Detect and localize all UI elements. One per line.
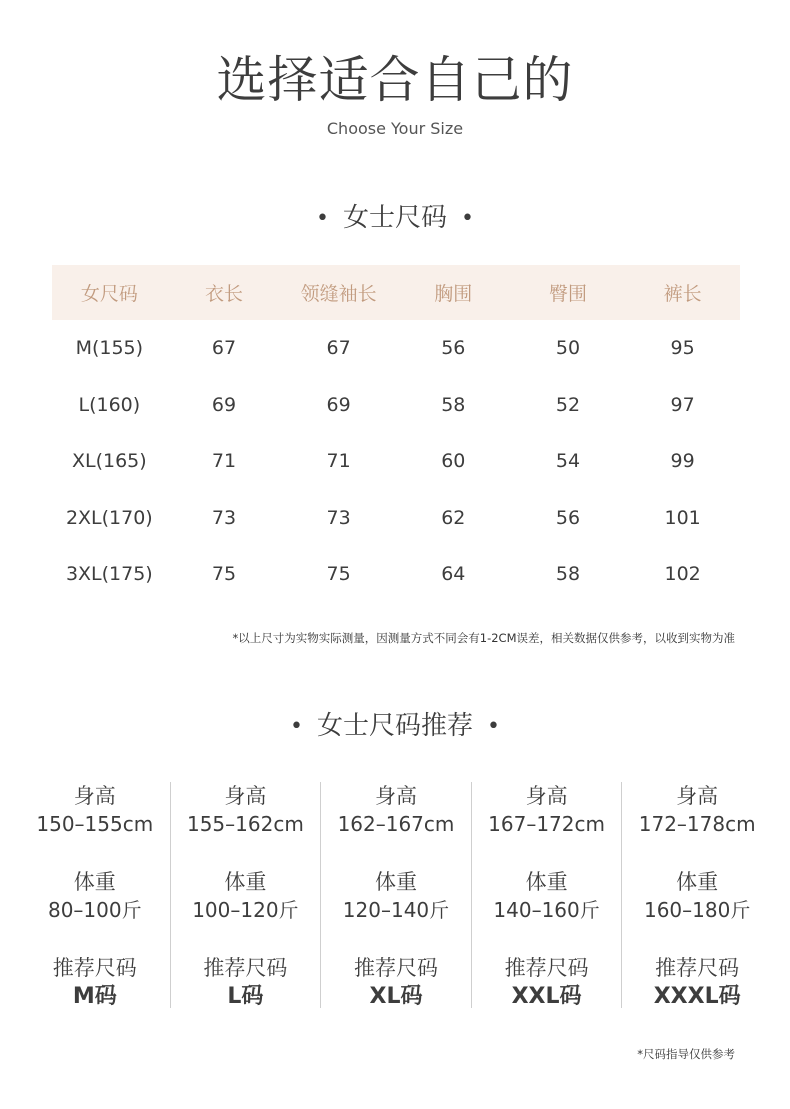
recommended-size: XXXL码 [653,984,741,1009]
height-label: 身高 [525,784,568,808]
table-cell: 71 [211,450,237,473]
column-header-pants-length: 裤长 [625,265,740,320]
table-cell: 101 [664,506,701,529]
table-row [52,546,740,603]
recommend-label: 推荐尺码 [52,956,137,980]
column-header-length: 衣长 [167,265,282,320]
table-cell: 2XL(170) [65,506,153,529]
height-label: 身高 [676,784,719,808]
weight-label: 体重 [374,870,417,894]
measurement-note: *以上尺寸为实物实际测量，因测量方式不同会有1-2CM误差，相关数据仅供参考，以收到实物为准 [232,631,735,645]
table-cell: 95 [670,337,695,360]
recommendation-heading [0,708,790,745]
recommend-label: 推荐尺码 [655,956,740,980]
size-chart-title: 女士尺码 [342,203,447,233]
weight-label: 体重 [224,870,267,894]
column-header-hip: 臀围 [511,265,626,320]
table-cell: 71 [326,450,351,473]
bullet-dot-right: • [461,205,474,231]
recommendation-column [320,782,471,1008]
recommendation-note: *尺码指导仅供参考 [637,1047,735,1061]
table-cell: M(155) [75,337,144,360]
column-header-sleeve: 领缝袖长 [281,265,396,320]
size-chart-table [52,265,740,603]
weight-label: 体重 [676,870,719,894]
table-row [52,320,740,377]
size-chart-heading [0,200,790,237]
table-row [52,377,740,434]
recommended-size: XXL码 [511,984,582,1009]
table-cell: 102 [664,563,701,586]
height-label: 身高 [73,784,116,808]
table-cell: 67 [326,337,351,360]
bullet-dot-left: • [290,713,303,739]
height-range: 155–162cm [186,812,304,836]
page-title: 选择适合自己的 [216,51,574,109]
table-cell: 58 [555,563,581,586]
table-cell: 67 [211,337,237,360]
page-subtitle: Choose Your Size [326,119,464,138]
height-range: 172–178cm [638,812,756,836]
table-cell: 97 [670,393,695,416]
table-cell: 56 [441,337,466,360]
recommend-label: 推荐尺码 [353,956,438,980]
table-row [52,433,740,490]
table-cell: 69 [211,393,237,416]
weight-label: 体重 [73,870,116,894]
table-cell: 73 [211,506,237,529]
table-row [52,490,740,547]
weight-label: 体重 [525,870,568,894]
table-cell: 3XL(175) [65,563,153,586]
table-cell: 64 [441,563,466,586]
table-cell: 62 [441,506,466,529]
bullet-dot-left: • [316,205,329,231]
table-cell: 50 [555,337,581,360]
recommend-label: 推荐尺码 [203,956,288,980]
height-label: 身高 [374,784,417,808]
column-header-size: 女尺码 [52,265,167,320]
recommendation-column [471,782,622,1008]
recommended-size: XL码 [369,984,423,1009]
weight-range: 100–120斤 [192,898,299,922]
weight-range: 160–180斤 [643,898,751,922]
weight-range: 120–140斤 [342,898,450,922]
table-cell: 73 [326,506,351,529]
table-cell: 69 [326,393,351,416]
recommendation-title: 女士尺码推荐 [316,711,473,741]
recommendation-column [170,782,321,1008]
table-cell: 56 [555,506,581,529]
height-range: 162–167cm [337,812,455,836]
column-header-bust: 胸围 [396,265,511,320]
table-cell: 99 [670,450,695,473]
bullet-dot-right: • [487,713,500,739]
height-label: 身高 [224,784,267,808]
recommendation-column [621,782,772,1008]
weight-range: 140–160斤 [493,898,600,922]
weight-range: 80–100斤 [47,898,142,922]
table-cell: 75 [211,563,237,586]
height-range: 150–155cm [36,812,154,836]
table-cell: XL(165) [71,450,147,473]
recommended-size: M码 [72,984,117,1009]
recommendation-column [20,782,170,1008]
size-recommendation-grid [20,782,772,1008]
table-cell: 60 [441,450,466,473]
table-cell: L(160) [78,393,141,416]
recommended-size: L码 [227,984,264,1009]
height-range: 167–172cm [488,812,605,836]
table-cell: 52 [555,393,581,416]
table-cell: 54 [555,450,581,473]
table-cell: 58 [441,393,466,416]
table-header-row [52,265,740,320]
recommend-label: 推荐尺码 [504,956,589,980]
table-cell: 75 [326,563,351,586]
